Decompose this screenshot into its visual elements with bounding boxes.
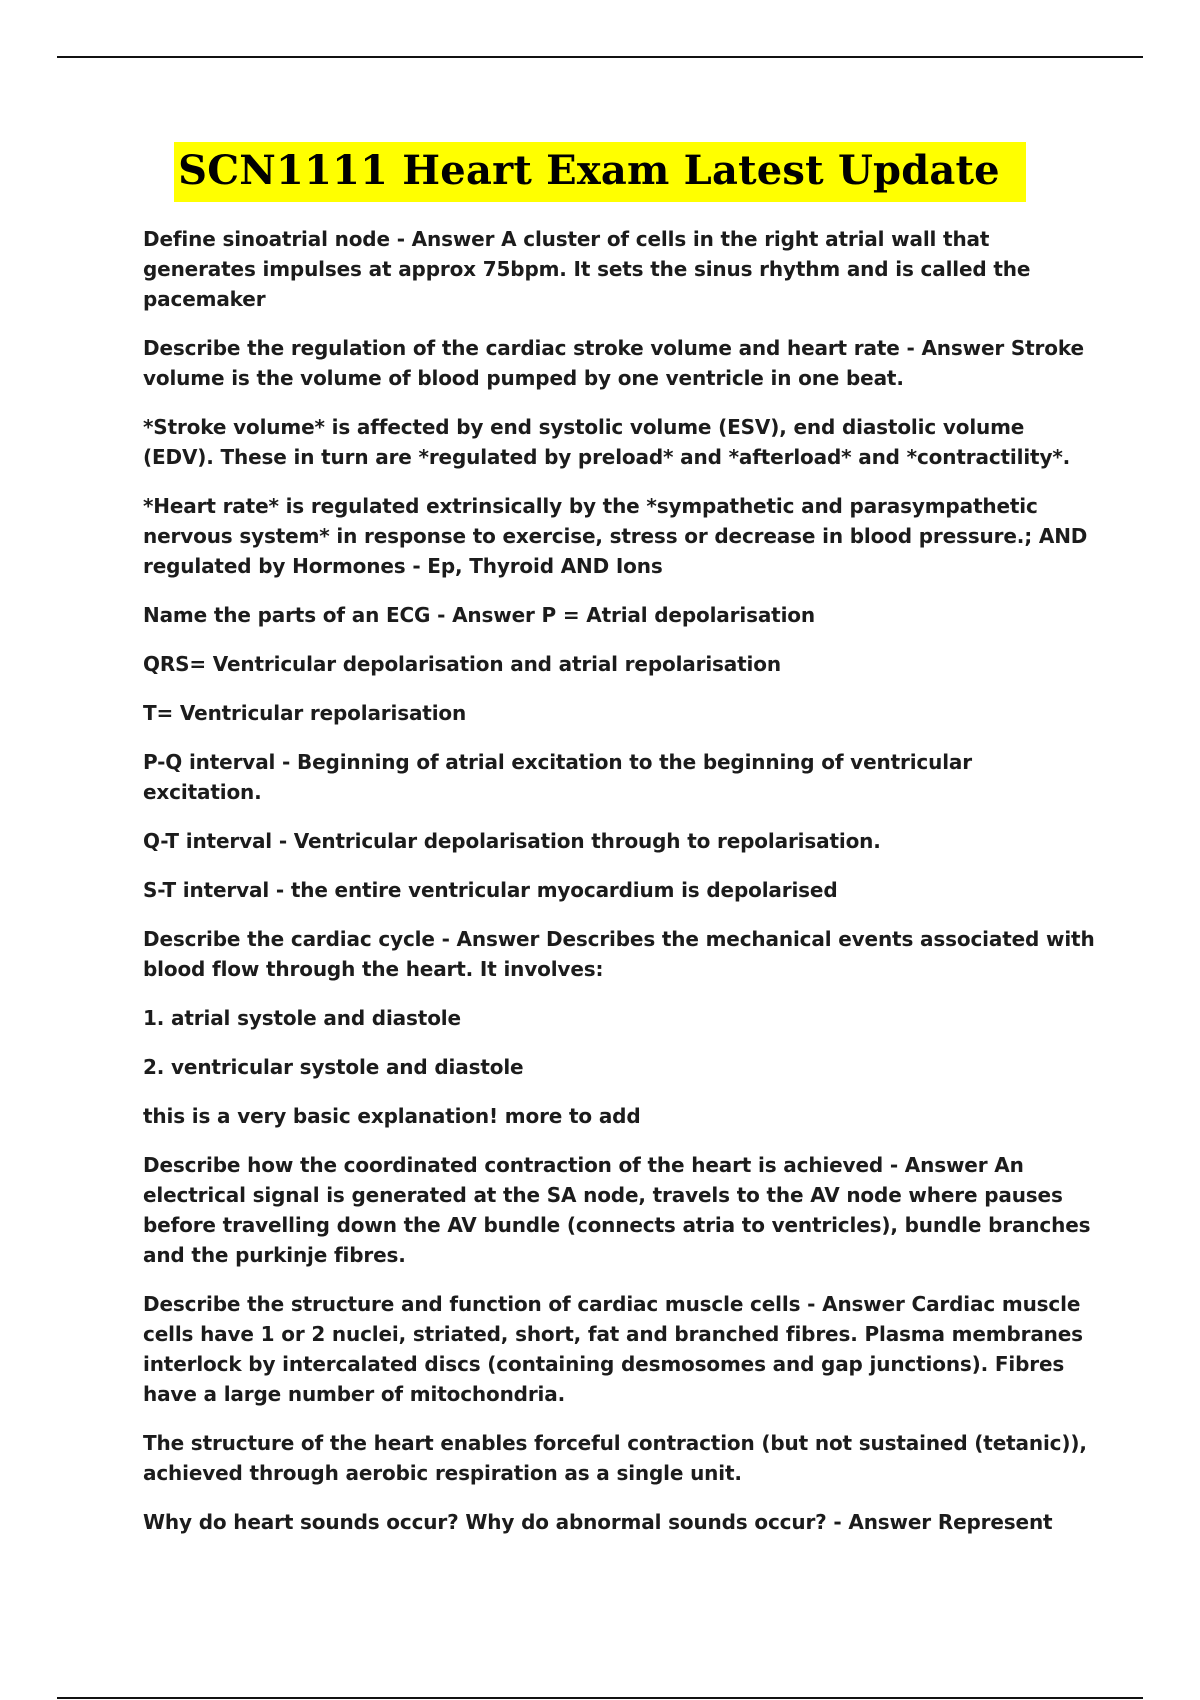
document-body	[143, 224, 1095, 1556]
paragraph-cardiac-cycle: Describe the cardiac cycle - Answer Describes the mechanical events associated with blood flow through the heart. It involves:	[143, 927, 1095, 981]
paragraph-sinoatrial-node: Define sinoatrial node - Answer A cluster of cells in the right atrial wall that generates impulses at approx 75bpm. It sets the sinus rhythm and is called the pacemaker	[143, 227, 1031, 311]
paragraph-heart-sounds: Why do heart sounds occur? Why do abnormal sounds occur? - Answer Represent	[143, 1510, 1053, 1534]
paragraph-pq-interval: P-Q interval - Beginning of atrial excitation to the beginning of ventricular excitation.	[143, 750, 972, 804]
paragraph-ecg-p: Name the parts of an ECG - Answer P = Atrial depolarisation	[143, 603, 815, 627]
document-title: SCN1111 Heart Exam Latest Update	[174, 142, 1026, 202]
bottom-rule	[57, 1697, 1143, 1699]
paragraph-heart-rate: *Heart rate* is regulated extrinsically by the *sympathetic and parasympathetic nervous system* in response to exercise, stress or decrease in blood pressure.; AND regulated by Hormones - Ep, Thyroid AND Ions	[143, 494, 1088, 578]
paragraph-basic-explanation: this is a very basic explanation! more to add	[143, 1104, 641, 1128]
top-rule	[57, 56, 1143, 58]
paragraph-ecg-t: T= Ventricular repolarisation	[143, 701, 467, 725]
paragraph-ecg-qrs: QRS= Ventricular depolarisation and atrial repolarisation	[143, 652, 781, 676]
paragraph-stroke-volume-factors: *Stroke volume* is affected by end systolic volume (ESV), end diastolic volume (EDV). These in turn are *regulated by preload* and *afterload* and *contractility*.	[143, 415, 1071, 469]
paragraph-st-interval: S-T interval - the entire ventricular myocardium is depolarised	[143, 878, 838, 902]
paragraph-stroke-volume-regulation: Describe the regulation of the cardiac stroke volume and heart rate - Answer Stroke volume is the volume of blood pumped by one ventricle in one beat.	[143, 336, 1084, 390]
title-container	[0, 142, 1200, 202]
paragraph-cardiac-muscle-cells: Describe the structure and function of cardiac muscle cells - Answer Cardiac muscle cells have 1 or 2 nuclei, striated, short, fat and branched fibres. Plasma membranes interlock by intercalated discs (containing desmosomes and gap junctions). Fibres have a large number of mitochondria.	[143, 1292, 1083, 1406]
paragraph-qt-interval: Q-T interval - Ventricular depolarisation through to repolarisation.	[143, 829, 881, 853]
paragraph-heart-structure: The structure of the heart enables forceful contraction (but not sustained (tetanic)), achieved through aerobic respiration as a single unit.	[143, 1431, 1087, 1485]
paragraph-ventricular-systole: 2. ventricular systole and diastole	[143, 1055, 524, 1079]
paragraph-coordinated-contraction: Describe how the coordinated contraction of the heart is achieved - Answer An electrical signal is generated at the SA node, travels to the AV node where pauses before travelling down the AV bundle (connects atria to ventricles), bundle branches and the purkinje fibres.	[143, 1153, 1091, 1267]
paragraph-atrial-systole: 1. atrial systole and diastole	[143, 1006, 461, 1030]
